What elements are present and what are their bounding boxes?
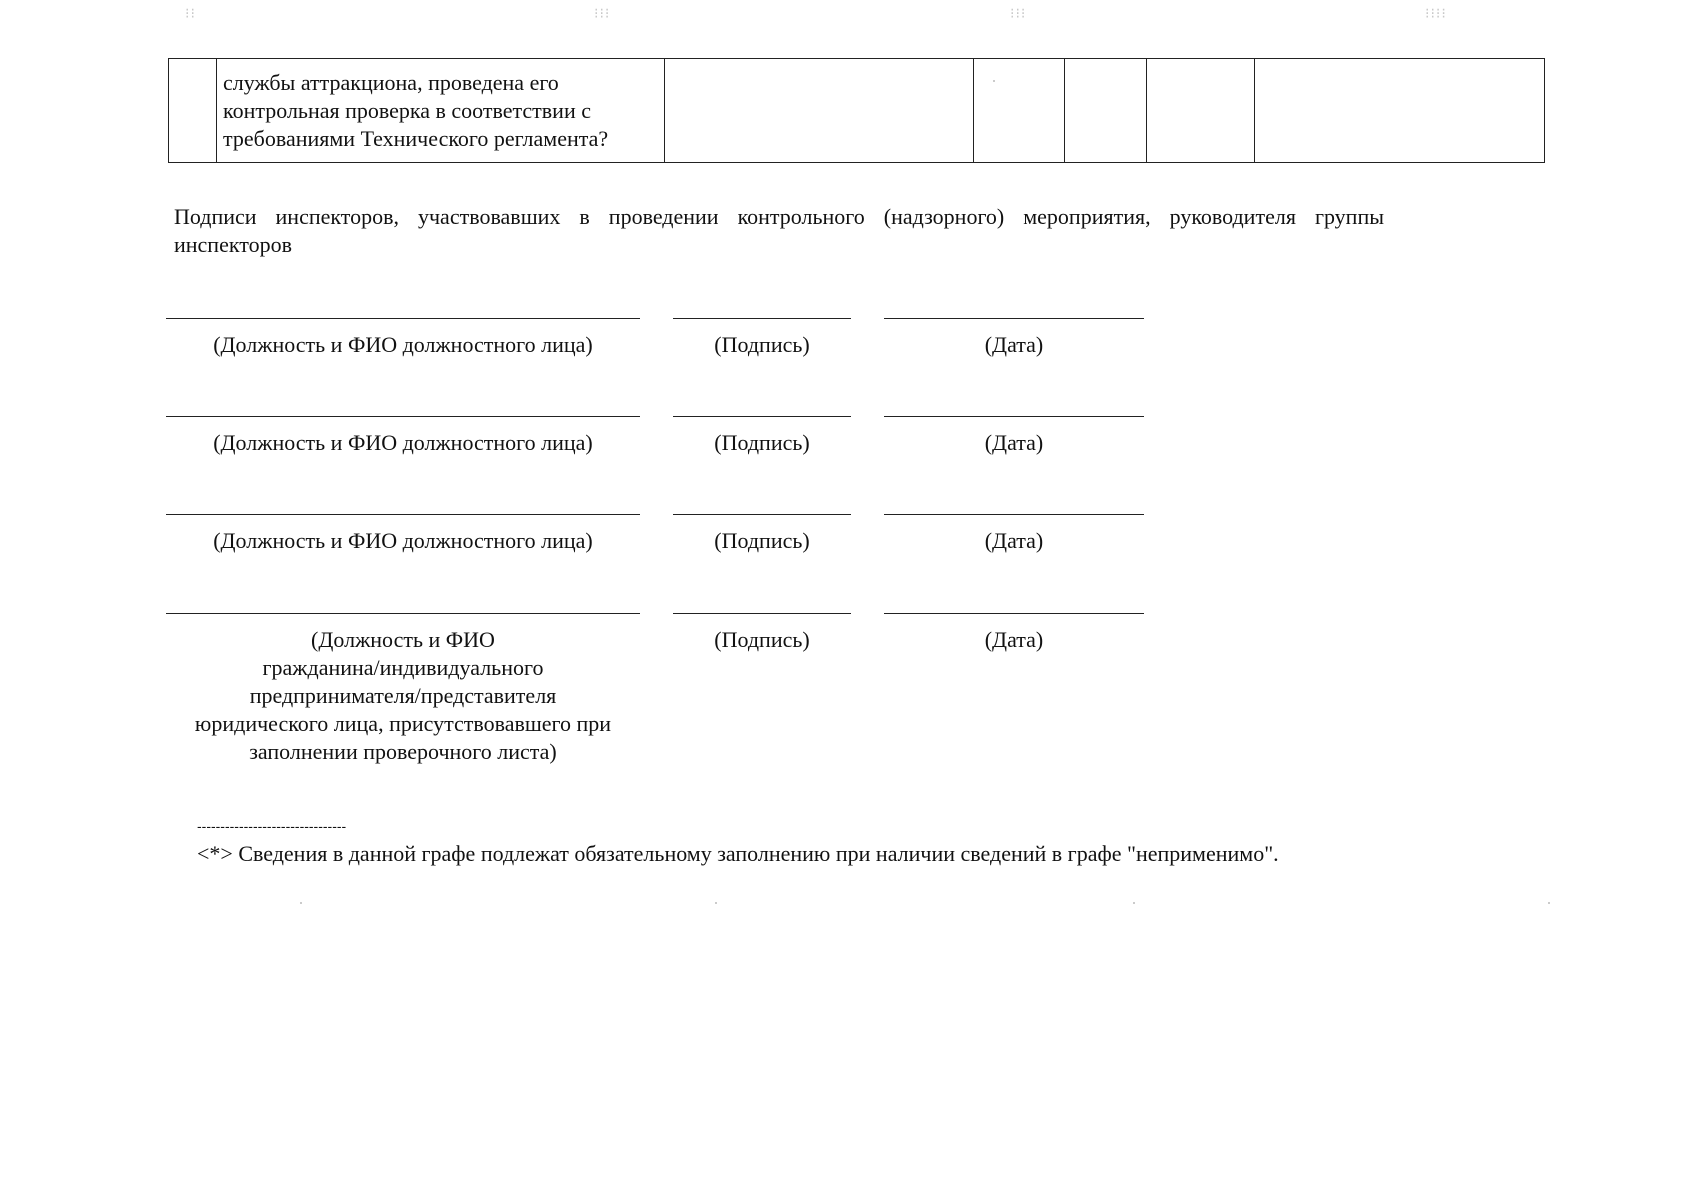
- question-cell: [217, 59, 665, 163]
- position-signature-line[interactable]: [166, 613, 640, 614]
- scan-speck: [1548, 902, 1550, 904]
- footnote-separator: --------------------------------: [197, 818, 347, 834]
- signature-caption: (Подпись): [714, 627, 810, 652]
- answer-no-cell: [1065, 59, 1147, 163]
- date-caption: (Дата): [984, 332, 1044, 357]
- scan-speck: [715, 902, 717, 904]
- scan-mark: ⁝⁝⁝: [1010, 6, 1027, 22]
- scan-speck: [993, 80, 995, 82]
- caption-line: гражданина/индивидуального: [262, 655, 544, 680]
- signature-line[interactable]: [673, 318, 851, 319]
- date-line[interactable]: [884, 613, 1144, 614]
- notes-cell: [1255, 59, 1545, 163]
- position-caption: (Должность и ФИО должностного лица): [213, 332, 593, 357]
- scan-mark: ⁝⁝: [185, 6, 196, 22]
- date-line[interactable]: [884, 318, 1144, 319]
- answer-yes-cell: [974, 59, 1065, 163]
- caption-line: заполнении проверочного листа): [249, 739, 557, 764]
- question-text-line: требованиями Технического регламента?: [223, 126, 609, 151]
- date-caption: (Дата): [984, 430, 1044, 455]
- caption-line: юридического лица, присутствовавшего при: [194, 711, 612, 736]
- date-line[interactable]: [884, 514, 1144, 515]
- scan-speck: [300, 902, 302, 904]
- position-signature-line[interactable]: [166, 514, 640, 515]
- requirements-cell: [665, 59, 974, 163]
- scan-mark: ⁝⁝⁝⁝: [1425, 6, 1447, 22]
- signature-caption: (Подпись): [714, 528, 810, 553]
- signatures-intro: Подписи инспекторов, участвовавших в проведении контрольного (надзорного) мероприятия, руководителя группы инспекторов: [174, 204, 1384, 257]
- signature-caption: (Подпись): [714, 430, 810, 455]
- row-number-cell: [169, 59, 217, 163]
- date-line[interactable]: [884, 416, 1144, 417]
- signature-line[interactable]: [673, 416, 851, 417]
- position-caption: (Должность и ФИО должностного лица): [213, 430, 593, 455]
- position-caption: (Должность и ФИО должностного лица): [213, 528, 593, 553]
- signature-line[interactable]: [673, 613, 851, 614]
- representative-position-caption: [166, 626, 640, 766]
- answer-not-applicable-cell: [1147, 59, 1255, 163]
- footnote-text: <*> Сведения в данной графе подлежат обязательному заполнению при наличии сведений в графе "неприменимо".: [197, 841, 1279, 866]
- position-signature-line[interactable]: [166, 318, 640, 319]
- signature-caption: (Подпись): [714, 332, 810, 357]
- checklist-table-fragment: [168, 58, 1545, 163]
- signature-line[interactable]: [673, 514, 851, 515]
- scan-speck: [1133, 902, 1135, 904]
- question-text-line: контрольная проверка в соответствии с: [223, 98, 591, 123]
- date-caption: (Дата): [984, 528, 1044, 553]
- question-text-line: службы аттракциона, проведена его: [223, 70, 559, 95]
- caption-line: (Должность и ФИО: [311, 627, 495, 652]
- table-row: [169, 59, 1545, 163]
- scan-mark: ⁝⁝⁝: [594, 6, 611, 22]
- caption-line: предпринимателя/представителя: [249, 683, 557, 708]
- date-caption: (Дата): [984, 627, 1044, 652]
- position-signature-line[interactable]: [166, 416, 640, 417]
